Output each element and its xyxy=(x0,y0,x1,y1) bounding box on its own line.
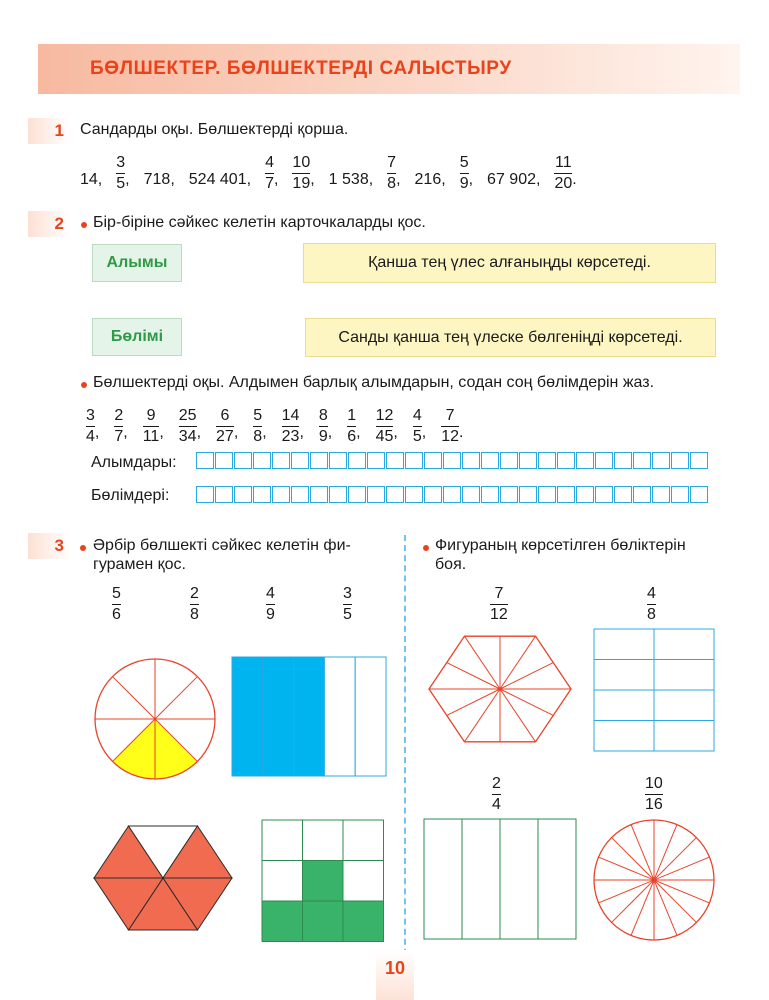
fraction: $\frac{6}{27}$ xyxy=(216,407,234,445)
answer-cell[interactable] xyxy=(652,486,670,503)
answer-cell[interactable] xyxy=(215,452,233,469)
separator: , xyxy=(368,170,374,188)
fraction: $\frac{5}{8}$ xyxy=(253,407,263,445)
answer-cell[interactable] xyxy=(557,486,575,503)
answer-cell[interactable] xyxy=(234,486,252,503)
shaded-strip xyxy=(263,657,294,776)
circle-8-parts-figure[interactable] xyxy=(93,657,217,781)
separator: , xyxy=(327,423,333,441)
bullet xyxy=(423,545,429,551)
rectangle-4-strips-figure[interactable] xyxy=(423,818,577,940)
answer-cell[interactable] xyxy=(652,452,670,469)
whole-number: 524 401 xyxy=(188,170,247,188)
answer-cell[interactable] xyxy=(405,486,423,503)
answer-cell[interactable] xyxy=(519,452,537,469)
fraction: $\frac{4}{7}$ xyxy=(265,154,274,192)
answer-cell[interactable] xyxy=(367,452,385,469)
page-title: БӨЛШЕКТЕР. БӨЛШЕКТЕРДІ САЛЫСТЫРУ xyxy=(90,58,512,79)
separator: , xyxy=(262,423,267,441)
grid-cell xyxy=(654,690,714,721)
task2-fraction-list xyxy=(86,407,478,446)
answer-cell[interactable] xyxy=(291,486,309,503)
strip xyxy=(324,657,355,776)
answer-cell[interactable] xyxy=(557,452,575,469)
fraction: $\frac{1}{6}$ xyxy=(347,407,357,445)
rectangle-8-parts-figure[interactable] xyxy=(593,628,715,752)
answer-cell[interactable] xyxy=(367,486,385,503)
fraction: $\frac{9}{11}$ xyxy=(142,407,160,445)
grid-cell xyxy=(594,660,654,691)
numerators-answer-cells[interactable] xyxy=(196,452,709,469)
answer-cell[interactable] xyxy=(348,486,366,503)
fraction: $\frac{25}{34}$ xyxy=(178,407,197,445)
answer-cell[interactable] xyxy=(500,452,518,469)
bullet xyxy=(81,382,87,388)
grid-cell xyxy=(654,629,714,660)
grid-cell xyxy=(654,721,714,752)
fraction: $\frac{10}{19}$ xyxy=(292,154,311,192)
fraction-10-16: 10 16 xyxy=(645,775,663,813)
card-numerator-definition[interactable]: Қанша тең үлес алғаныңды көрсетеді. xyxy=(303,243,716,283)
answer-cell[interactable] xyxy=(253,452,271,469)
answer-cell[interactable] xyxy=(253,486,271,503)
answer-cell[interactable] xyxy=(519,486,537,503)
fraction: $\frac{8}{9}$ xyxy=(318,407,328,445)
shaded-strip xyxy=(232,657,263,776)
answer-cell[interactable] xyxy=(500,486,518,503)
task3-right-instruction-line2: боя. xyxy=(435,556,467,573)
separator: , xyxy=(273,170,279,188)
answer-cell[interactable] xyxy=(310,452,328,469)
shaded-cell xyxy=(303,901,344,942)
strip xyxy=(355,657,386,776)
separator: , xyxy=(97,170,103,188)
shaded-sector xyxy=(155,719,197,779)
task-number-2: 2 xyxy=(28,211,70,237)
separator: , xyxy=(421,423,427,441)
whole-number: 718 xyxy=(143,170,171,188)
fraction: $\frac{3}{4}$ xyxy=(86,407,95,445)
answer-cell[interactable] xyxy=(538,452,556,469)
answer-cell[interactable] xyxy=(272,486,290,503)
fraction: $\frac{11}{20}$ xyxy=(554,154,573,192)
separator: , xyxy=(535,170,541,188)
hexagon-12-parts-figure[interactable] xyxy=(428,627,572,752)
whole-number: 14 xyxy=(80,170,98,188)
answer-cell[interactable] xyxy=(348,452,366,469)
card-numerator[interactable]: Алымы xyxy=(92,244,182,282)
separator: , xyxy=(125,170,130,188)
whole-number: 1 538 xyxy=(328,170,369,188)
column-divider xyxy=(404,535,406,965)
fraction-3-5: 3 5 xyxy=(343,585,352,623)
answer-cell[interactable] xyxy=(633,452,651,469)
separator: , xyxy=(393,423,398,441)
denominators-label: Бөлімдері: xyxy=(91,487,170,504)
grid-cell xyxy=(343,861,384,902)
strip xyxy=(424,819,462,939)
strip xyxy=(538,819,576,939)
answer-cell[interactable] xyxy=(481,486,499,503)
grid-cell xyxy=(594,721,654,752)
answer-cell[interactable] xyxy=(538,486,556,503)
answer-cell[interactable] xyxy=(671,452,689,469)
bullet xyxy=(80,545,86,551)
strip xyxy=(500,819,538,939)
answer-cell[interactable] xyxy=(690,486,708,503)
numerators-label: Алымдары: xyxy=(91,454,177,471)
separator: , xyxy=(196,423,202,441)
grid-cell xyxy=(594,629,654,660)
task-number-3: 3 xyxy=(28,533,70,559)
fraction-5-6: 5 6 xyxy=(112,585,121,623)
task-number-1: 1 xyxy=(28,118,70,144)
fraction: $\frac{12}{45}$ xyxy=(375,407,394,445)
grid-cell xyxy=(594,690,654,721)
grid-cell xyxy=(303,820,344,861)
answer-cell[interactable] xyxy=(234,452,252,469)
answer-cell[interactable] xyxy=(443,486,461,503)
whole-number: 67 902 xyxy=(487,170,536,188)
answer-cell[interactable] xyxy=(386,486,404,503)
answer-cell[interactable] xyxy=(424,452,442,469)
separator: , xyxy=(246,170,252,188)
answer-cell[interactable] xyxy=(196,486,214,503)
separator: , xyxy=(233,423,239,441)
green-grid-figure[interactable] xyxy=(261,819,384,940)
fraction-4-9: 4 9 xyxy=(266,585,275,623)
separator: , xyxy=(468,170,474,188)
separator: , xyxy=(396,170,401,188)
separator: , xyxy=(441,170,446,188)
task2-instruction: Бір-біріне сәйкес келетін карточкаларды қос. xyxy=(93,214,426,231)
separator: , xyxy=(356,423,361,441)
answer-cell[interactable] xyxy=(576,452,594,469)
separator: , xyxy=(159,423,164,441)
answer-cell[interactable] xyxy=(671,486,689,503)
separator: , xyxy=(299,423,304,441)
denominators-answer-cells[interactable] xyxy=(196,486,709,503)
grid-cell xyxy=(343,820,384,861)
fraction: $\frac{5}{9}$ xyxy=(459,154,469,192)
answer-cell[interactable] xyxy=(633,486,651,503)
task3-left-instruction-line1: Әрбір бөлшекті сәйкес келетін фи- xyxy=(93,537,351,554)
fraction-2-8: 2 8 xyxy=(190,585,199,623)
task3-left-instruction-line2: гурамен қос. xyxy=(93,556,186,573)
task3-right-instruction-line1: Фигураның көрсетілген бөліктерін xyxy=(435,537,686,554)
answer-cell[interactable] xyxy=(614,486,632,503)
answer-cell[interactable] xyxy=(462,486,480,503)
separator: , xyxy=(94,423,100,441)
shaded-cell xyxy=(343,901,384,942)
answer-cell[interactable] xyxy=(595,452,613,469)
answer-cell[interactable] xyxy=(614,452,632,469)
fraction: $\frac{7}{12}$ xyxy=(441,407,460,445)
separator: , xyxy=(310,170,315,188)
shaded-sector xyxy=(113,719,155,779)
blue-strips-figure[interactable] xyxy=(231,656,386,777)
answer-cell[interactable] xyxy=(462,452,480,469)
fraction: $\frac{2}{7}$ xyxy=(114,407,124,445)
answer-cell[interactable] xyxy=(595,486,613,503)
shaded-cell xyxy=(303,861,344,902)
grid-cell xyxy=(262,820,303,861)
page-number: 10 xyxy=(376,950,414,1000)
card-denominator-definition[interactable]: Санды қанша тең үлеске бөлгеніңді көрсетеді. xyxy=(305,318,716,357)
answer-cell[interactable] xyxy=(310,486,328,503)
answer-cell[interactable] xyxy=(576,486,594,503)
separator: . xyxy=(572,170,577,188)
task1-number-list xyxy=(80,154,591,193)
answer-cell[interactable] xyxy=(196,452,214,469)
fraction-7-12: 7 12 xyxy=(490,585,508,623)
fraction: $\frac{14}{23}$ xyxy=(281,407,300,445)
task2-instruction2: Бөлшектерді оқы. Алдымен барлық алымдарын, содан соң бөлімдерін жаз. xyxy=(93,374,655,391)
fraction: $\frac{3}{5}$ xyxy=(116,154,126,192)
answer-cell[interactable] xyxy=(329,452,347,469)
grid-cell xyxy=(262,861,303,902)
answer-cell[interactable] xyxy=(329,486,347,503)
answer-cell[interactable] xyxy=(291,452,309,469)
answer-cell[interactable] xyxy=(215,486,233,503)
answer-cell[interactable] xyxy=(272,452,290,469)
answer-cell[interactable] xyxy=(424,486,442,503)
card-denominator[interactable]: Бөлімі xyxy=(92,318,182,356)
shaded-cell xyxy=(262,901,303,942)
fraction: $\frac{4}{5}$ xyxy=(412,407,422,445)
answer-cell[interactable] xyxy=(443,452,461,469)
shaded-strip xyxy=(294,657,325,776)
answer-cell[interactable] xyxy=(386,452,404,469)
strip xyxy=(462,819,500,939)
answer-cell[interactable] xyxy=(690,452,708,469)
filled-hexagon-figure[interactable] xyxy=(94,818,232,938)
task1-instruction: Сандарды оқы. Бөлшектерді қорша. xyxy=(80,121,349,138)
circle-16-parts-figure[interactable] xyxy=(592,818,716,942)
separator: , xyxy=(170,170,175,188)
fraction-2-4: 2 4 xyxy=(492,775,501,813)
fraction-4-8: 4 8 xyxy=(647,585,656,623)
grid-cell xyxy=(654,660,714,691)
separator: . xyxy=(459,423,464,441)
fraction: $\frac{7}{8}$ xyxy=(387,154,397,192)
separator: , xyxy=(123,423,128,441)
bullet xyxy=(81,222,87,228)
answer-cell[interactable] xyxy=(481,452,499,469)
whole-number: 216 xyxy=(414,170,442,188)
answer-cell[interactable] xyxy=(405,452,423,469)
